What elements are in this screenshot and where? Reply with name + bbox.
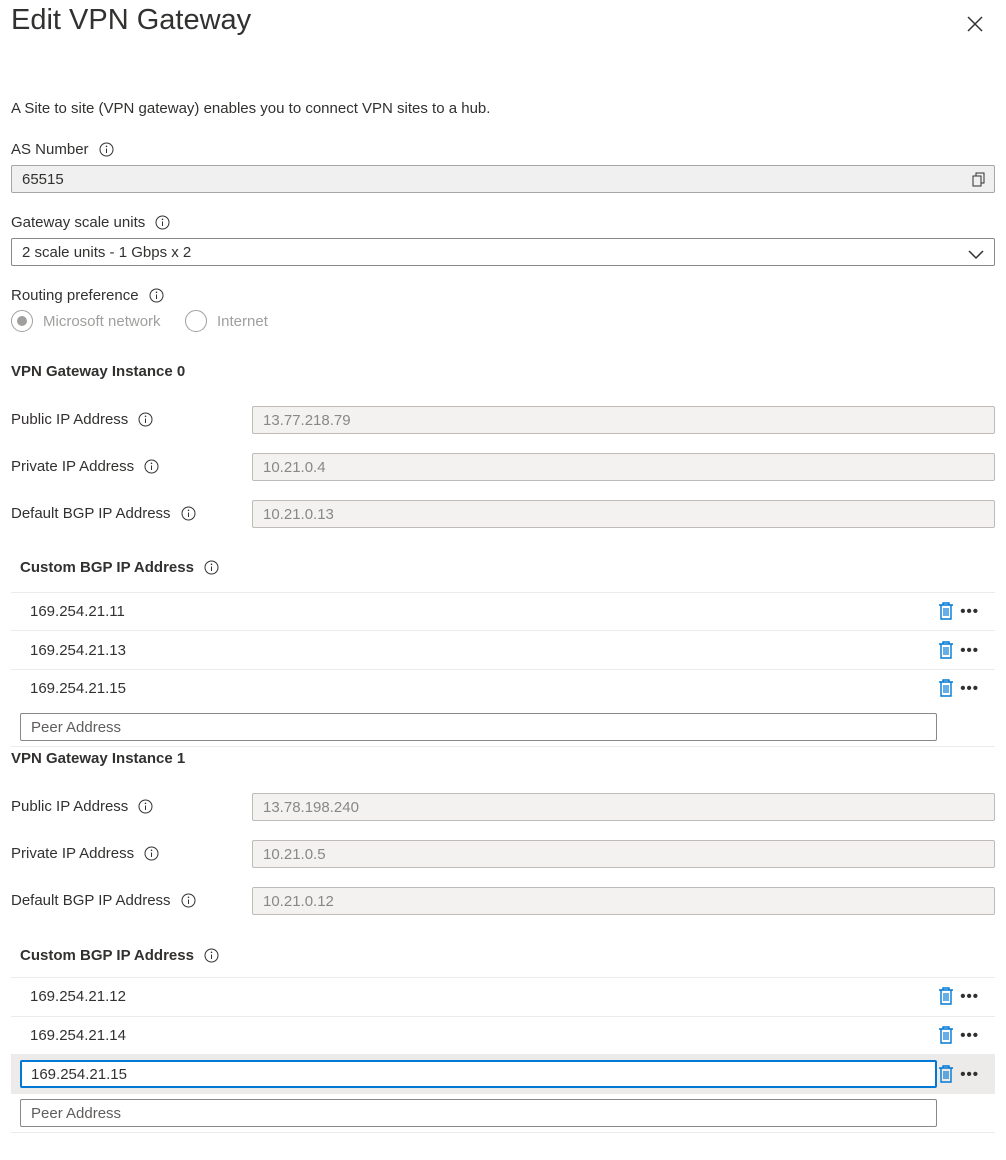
more-icon[interactable]: ••• xyxy=(960,1026,979,1044)
info-icon[interactable] xyxy=(138,412,153,427)
instance-1-peer-address-input[interactable] xyxy=(20,1099,937,1127)
bgp-list-item: 169.254.21.15 ••• xyxy=(30,679,979,697)
trash-icon[interactable] xyxy=(938,986,954,1006)
bgp-list-item: 169.254.21.13 ••• xyxy=(30,641,979,659)
instance-0-private-ip-label: Private IP Address xyxy=(11,458,159,475)
divider xyxy=(11,746,995,747)
instance-0-title: VPN Gateway Instance 0 xyxy=(11,363,186,380)
instance-0-default-bgp-field: 10.21.0.13 xyxy=(252,500,995,528)
more-icon[interactable]: ••• xyxy=(960,987,979,1005)
more-icon[interactable]: ••• xyxy=(960,641,979,659)
instance-0-peer-address-input[interactable] xyxy=(20,713,937,741)
instance-1-custom-bgp-label: Custom BGP IP Address xyxy=(20,947,219,964)
radio-button[interactable] xyxy=(185,310,207,332)
info-icon[interactable] xyxy=(99,142,114,157)
radio-microsoft-network[interactable]: Microsoft network xyxy=(11,310,161,332)
instance-0-custom-bgp-label: Custom BGP IP Address xyxy=(20,559,219,576)
trash-icon[interactable] xyxy=(938,1025,954,1045)
row-actions xyxy=(938,1064,979,1084)
instance-1-title: VPN Gateway Instance 1 xyxy=(11,750,186,767)
instance-1-default-bgp-field: 10.21.0.12 xyxy=(252,887,995,915)
copy-icon[interactable] xyxy=(972,172,986,188)
info-icon[interactable] xyxy=(181,506,196,521)
bgp-list-item: 169.254.21.12 ••• xyxy=(30,987,979,1005)
close-icon xyxy=(964,13,986,35)
page-title: Edit VPN Gateway xyxy=(11,4,252,36)
row-actions xyxy=(938,678,979,698)
as-number-label: AS Number xyxy=(11,141,114,158)
instance-1-private-ip-field: 10.21.0.5 xyxy=(252,840,995,868)
scale-units-dropdown[interactable]: 2 scale units - 1 Gbps x 2 xyxy=(11,238,995,266)
routing-preference-label: Routing preference xyxy=(11,287,164,304)
instance-1-private-ip-label: Private IP Address xyxy=(11,845,159,862)
instance-1-public-ip-label: Public IP Address xyxy=(11,798,153,815)
as-number-field: 65515 xyxy=(11,165,995,193)
row-actions xyxy=(938,640,979,660)
info-icon[interactable] xyxy=(144,846,159,861)
instance-0-default-bgp-label: Default BGP IP Address xyxy=(11,505,196,522)
trash-icon[interactable] xyxy=(938,601,954,621)
info-icon[interactable] xyxy=(204,560,219,575)
description-text: A Site to site (VPN gateway) enables you to connect VPN sites to a hub. xyxy=(11,100,491,117)
scale-units-label: Gateway scale units xyxy=(11,214,170,231)
info-icon[interactable] xyxy=(149,288,164,303)
instance-0-public-ip-field: 13.77.218.79 xyxy=(252,406,995,434)
instance-0-public-ip-label: Public IP Address xyxy=(11,411,153,428)
instance-1-public-ip-field: 13.78.198.240 xyxy=(252,793,995,821)
more-icon[interactable]: ••• xyxy=(960,679,979,697)
instance-1-bgp-edit-input[interactable] xyxy=(20,1060,937,1088)
row-actions xyxy=(938,1025,979,1045)
bgp-list-item: 169.254.21.11 ••• xyxy=(30,602,979,620)
radio-button[interactable] xyxy=(11,310,33,332)
chevron-down-icon xyxy=(968,247,984,257)
info-icon[interactable] xyxy=(204,948,219,963)
info-icon[interactable] xyxy=(144,459,159,474)
radio-internet[interactable]: Internet xyxy=(185,310,268,332)
trash-icon[interactable] xyxy=(938,640,954,660)
row-actions xyxy=(938,601,979,621)
bgp-list-item: 169.254.21.14 ••• xyxy=(30,1026,979,1044)
close-button[interactable] xyxy=(964,13,986,35)
info-icon[interactable] xyxy=(181,893,196,908)
more-icon[interactable]: ••• xyxy=(960,602,979,620)
info-icon[interactable] xyxy=(138,799,153,814)
instance-1-default-bgp-label: Default BGP IP Address xyxy=(11,892,196,909)
info-icon[interactable] xyxy=(155,215,170,230)
trash-icon[interactable] xyxy=(938,678,954,698)
more-icon[interactable]: ••• xyxy=(960,1065,979,1083)
instance-0-private-ip-field: 10.21.0.4 xyxy=(252,453,995,481)
row-actions xyxy=(938,986,979,1006)
divider xyxy=(11,1132,995,1133)
trash-icon[interactable] xyxy=(938,1064,954,1084)
